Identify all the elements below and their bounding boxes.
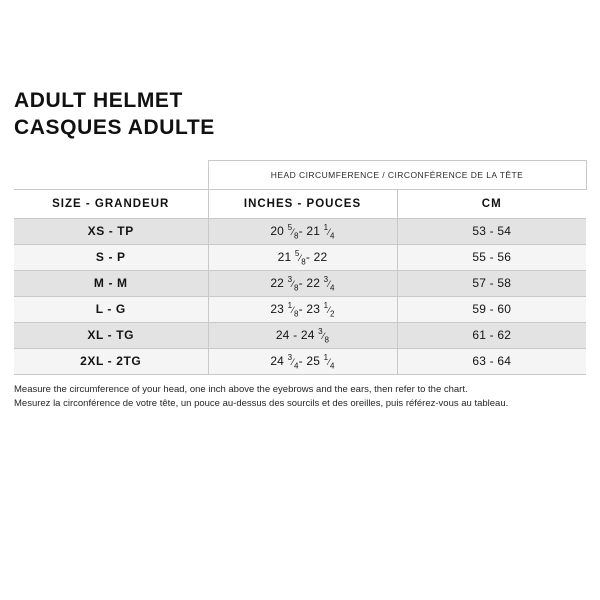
size-value: 2XL - 2TG <box>14 348 208 374</box>
inches-separator: - <box>298 276 303 291</box>
cm-value: 61 - 62 <box>397 322 586 348</box>
cm-value: 53 - 54 <box>397 218 586 244</box>
inches-whole-1: 20 <box>270 224 285 239</box>
table-row <box>14 244 586 270</box>
cm-value: 57 - 58 <box>397 270 586 296</box>
column-header-size: SIZE - GRANDEUR <box>14 189 208 218</box>
title-line-english: ADULT HELMET <box>14 89 183 112</box>
inches-value <box>208 244 397 270</box>
footnote-french: Mesurez la circonférence de votre tête, un pouce au-dessus des sourcils et des oreilles, puis référez-vous au tableau. <box>14 397 509 409</box>
inches-value <box>208 218 397 244</box>
column-header-cm: CM <box>397 189 586 218</box>
table-row <box>14 218 586 244</box>
column-header-inches: INCHES - POUCES <box>208 189 397 218</box>
inches-separator: - <box>293 328 298 343</box>
inches-fraction-2: $^1⁄_4$ <box>323 353 335 371</box>
inches-whole-1: 23 <box>270 302 285 317</box>
inches-separator: - <box>298 302 303 317</box>
inches-whole-1: 24 <box>270 354 285 369</box>
page-title <box>14 88 586 142</box>
inches-fraction-1: $^5⁄_8$ <box>287 223 299 241</box>
inches-fraction-1: $^1⁄_8$ <box>287 301 299 319</box>
inches-fraction-2: $^3⁄_4$ <box>323 275 335 293</box>
table-header-row <box>14 189 586 218</box>
footnote-english: Measure the circumference of your head, one inch above the eyebrows and the ears, then refer to the chart. <box>14 383 468 395</box>
inches-fraction-1: $^5⁄_8$ <box>294 249 306 267</box>
banner-spacer <box>14 160 208 189</box>
inches-whole-2: 25 <box>306 354 321 369</box>
size-value: S - P <box>14 244 208 270</box>
inches-fraction-2: $^1⁄_4$ <box>323 223 335 241</box>
footnote-block <box>14 383 586 411</box>
inches-whole-1: 21 <box>277 250 292 265</box>
table-row <box>14 296 586 322</box>
table-row <box>14 348 586 374</box>
cm-value: 55 - 56 <box>397 244 586 270</box>
head-circumference-banner: HEAD CIRCUMFERENCE / CIRCONFÉRENCE DE LA TÊTE <box>208 160 586 189</box>
inches-separator: - <box>298 354 303 369</box>
inches-value <box>208 348 397 374</box>
inches-value <box>208 296 397 322</box>
table-row <box>14 270 586 296</box>
inches-whole-2: 24 <box>300 328 315 343</box>
helmet-size-table <box>14 160 587 375</box>
inches-whole-2: 22 <box>313 250 328 265</box>
inches-whole-2: 23 <box>306 302 321 317</box>
size-value: XL - TG <box>14 322 208 348</box>
size-value: XS - TP <box>14 218 208 244</box>
inches-fraction-2: $^1⁄_2$ <box>323 301 335 319</box>
size-value: M - M <box>14 270 208 296</box>
size-value: L - G <box>14 296 208 322</box>
inches-whole-2: 22 <box>306 276 321 291</box>
inches-whole-1: 24 <box>275 328 290 343</box>
title-line-french: CASQUES ADULTE <box>14 115 215 139</box>
cm-value: 59 - 60 <box>397 296 586 322</box>
inches-separator: - <box>298 224 303 239</box>
inches-value <box>208 270 397 296</box>
inches-value <box>208 322 397 348</box>
inches-fraction-1: $^3⁄_4$ <box>287 353 299 371</box>
table-body <box>14 218 586 374</box>
inches-whole-2: 21 <box>306 224 321 239</box>
inches-separator: - <box>305 250 311 265</box>
inches-whole-1: 22 <box>270 276 285 291</box>
inches-fraction-1: $^3⁄_8$ <box>287 275 299 293</box>
cm-value: 63 - 64 <box>397 348 586 374</box>
inches-fraction-2: $^3⁄_8$ <box>318 327 330 345</box>
table-banner-row <box>14 160 586 189</box>
table-row <box>14 322 586 348</box>
